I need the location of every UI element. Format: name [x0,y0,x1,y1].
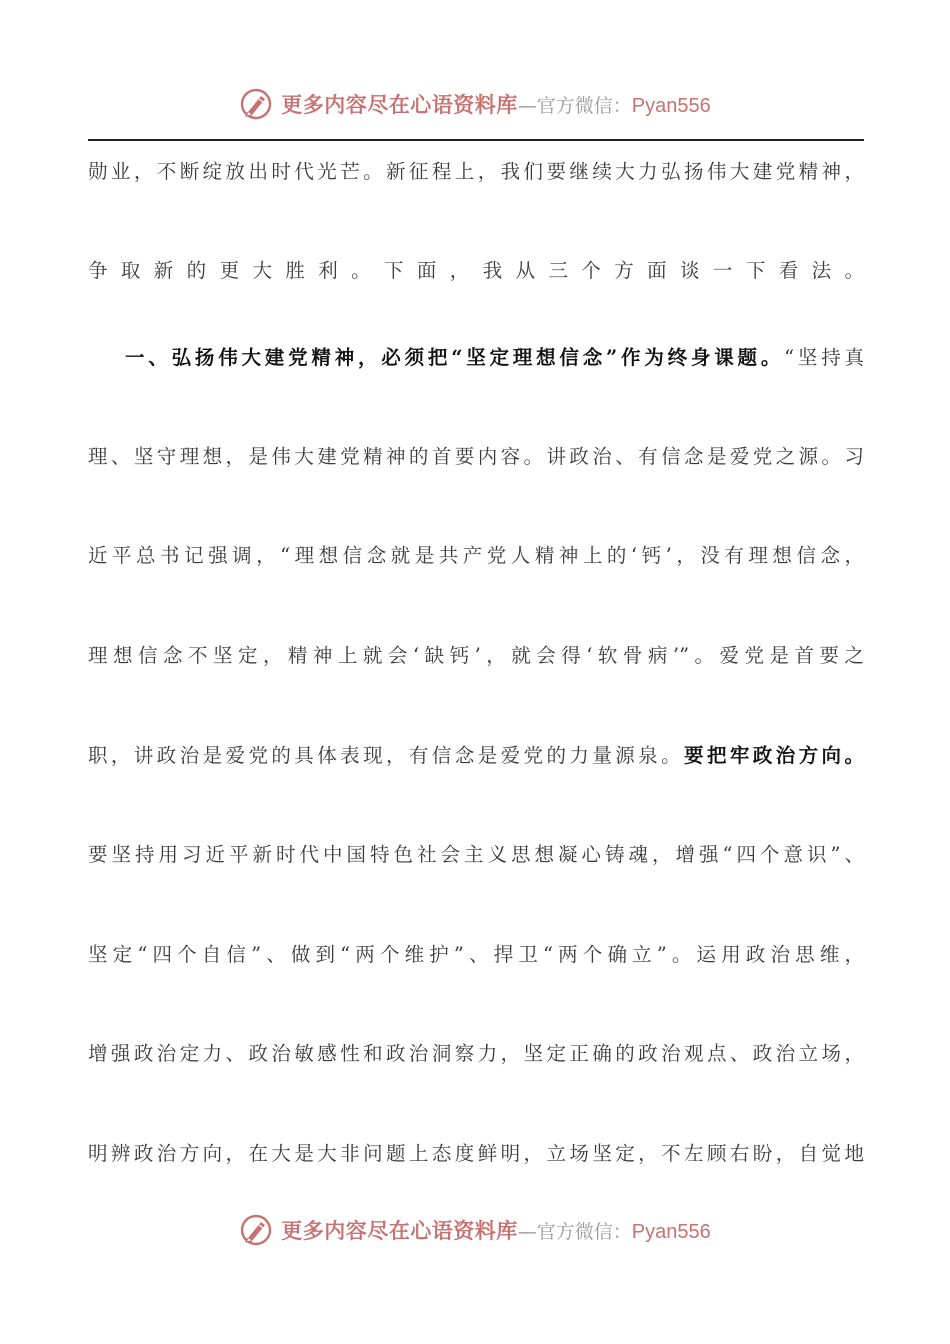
pen-logo-icon [239,87,273,121]
body-line-9: 坚定“四个自信”、做到“两个维护”、捍卫“两个确立”。运用政治思维， [88,943,864,966]
body-line-11: 明辨政治方向，在大是大非问题上态度鲜明，立场坚定，不左顾右盼，自觉地 [88,1142,864,1165]
body-line-6: 理想信念不坚定，精神上就会‘缺钙’，就会得‘软骨病’”。爱党是首要之 [88,644,864,667]
header-banner [0,84,950,124]
section-heading: 一、弘扬伟大建党精神，必须把“坚定理想信念”作为终身课题。 [125,346,785,369]
body-line-5: 近平总书记强调，“理想信念就是共产党人精神上的‘钙’，没有理想信念， [88,544,864,567]
body-line-2: 争取新的更大胜利。下面，我从三个方面谈一下看法。 [88,259,864,282]
footer-separator: — [517,1221,537,1243]
header-brand-text: 更多内容尽在心语资料库 [281,92,518,117]
header-wechat-id: Pyan556 [631,95,711,117]
body-line-1: 勋业，不断绽放出时代光芒。新征程上，我们要继续大力弘扬伟大建党精神， [88,160,864,183]
footer-wechat-id: Pyan556 [631,1221,711,1243]
body-line-8: 要坚持用习近平新时代中国特色社会主义思想凝心铸魂，增强“四个意识”、 [88,843,864,866]
pen-logo-icon [239,1213,273,1247]
header-wechat-label: 官方微信： [536,95,632,117]
header-separator: — [517,95,537,117]
header-divider [88,139,864,141]
body-line-7: 职，讲政治是爱党的具体表现，有信念是爱党的力量源泉。要把牢政治方向。 [88,744,864,767]
body-line-4: 理、坚守理想，是伟大建党精神的首要内容。讲政治、有信念是爱党之源。习 [88,445,864,468]
footer-wechat-label: 官方微信： [536,1221,632,1243]
body-line-10: 增强政治定力、政治敏感性和政治洞察力，坚定正确的政治观点、政治立场， [88,1042,864,1065]
footer-banner [0,1210,950,1250]
emphasis-political-direction: 要把牢政治方向。 [684,744,864,767]
header-banner-text [281,89,710,119]
section-heading-line: 一、弘扬伟大建党精神，必须把“坚定理想信念”作为终身课题。“坚持真 [125,346,864,369]
footer-banner-text [281,1215,710,1245]
footer-brand-text: 更多内容尽在心语资料库 [281,1218,518,1243]
